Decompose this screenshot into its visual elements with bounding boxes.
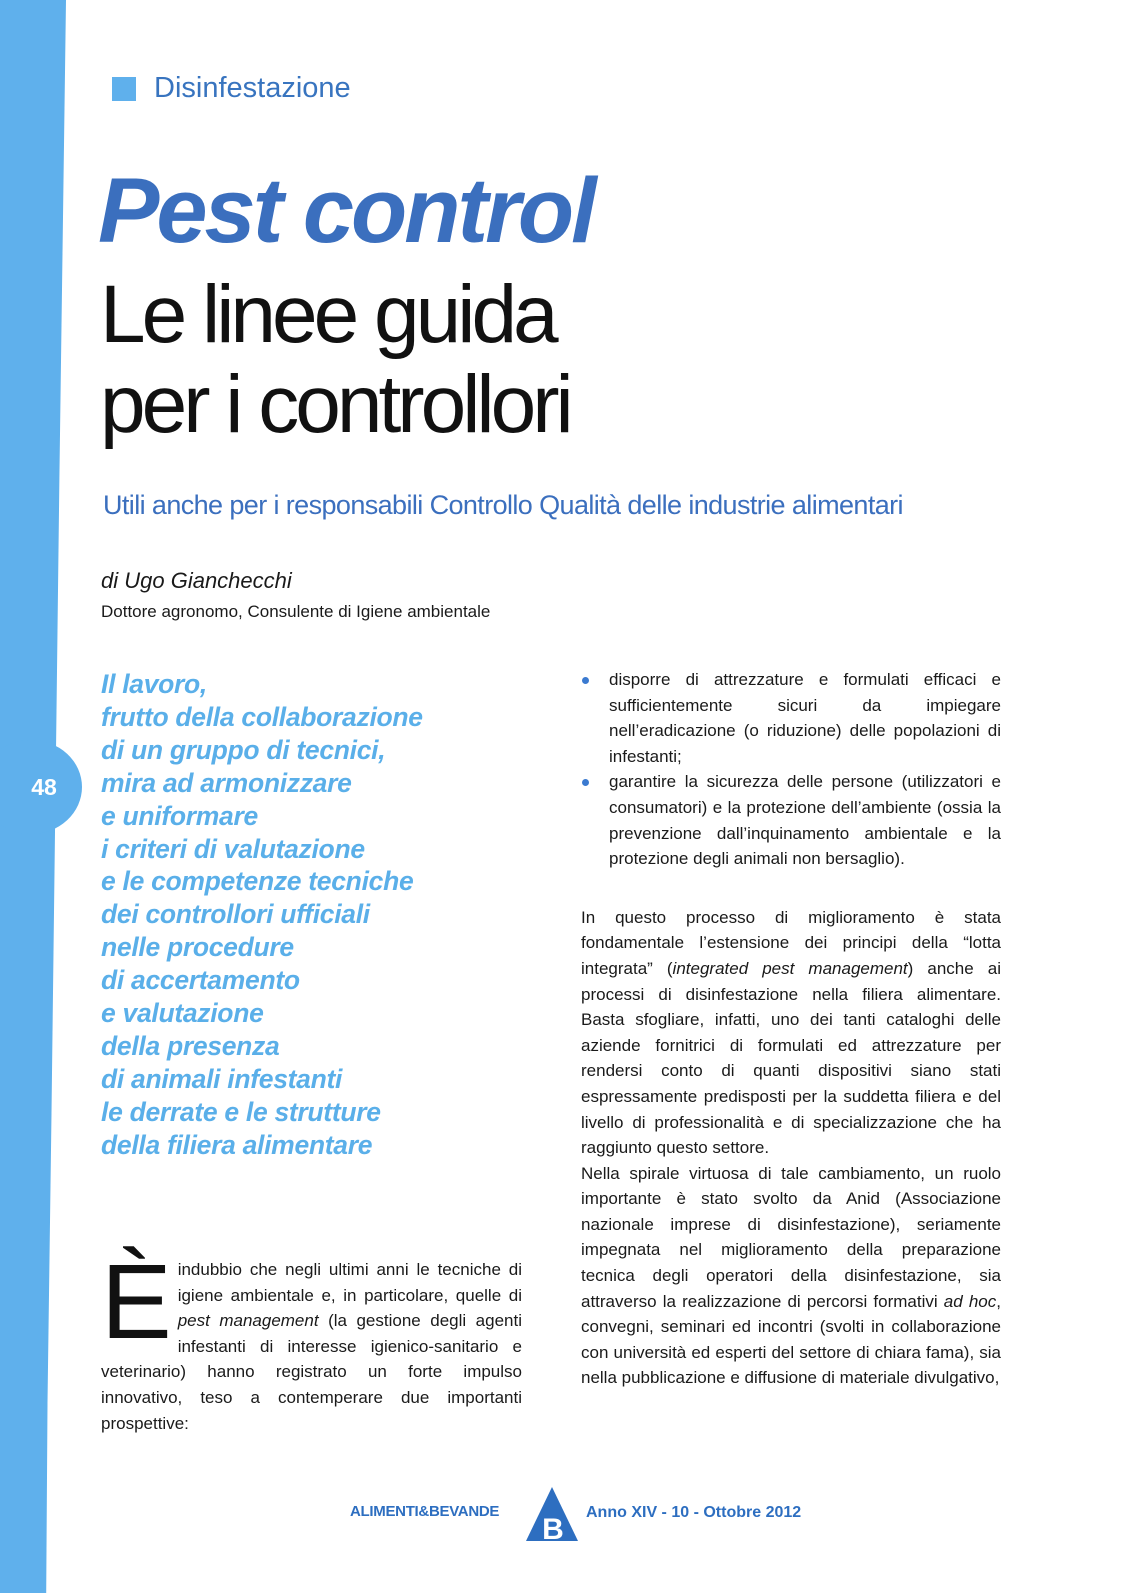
author-name: di Ugo Gianchecchi	[101, 568, 292, 593]
lead-line: le derrate e le strutture	[101, 1096, 381, 1127]
lead-line: di accertamento	[101, 965, 300, 996]
body-text: ) anche ai processi di disinfestazione nella filiera alimentare. Basta sfogliare, infatti, uno dei tanti cataloghi delle aziende fornitrici di formulati ed attrezzature per rendersi conto di quanti dispositivi siano stati espressamente predisposti per la suddetta filiera e del livello di professionalità e di specializzazione che ha raggiunto questo settore.	[581, 958, 1001, 1158]
page-number-badge	[0, 740, 82, 834]
logo-letter: B	[542, 1513, 564, 1545]
lead-line: e uniformare	[101, 800, 258, 831]
lead-line: Il lavoro,	[101, 669, 207, 699]
title-kicker: Pest control	[98, 160, 594, 262]
body-paragraph	[581, 1161, 1001, 1391]
body-emphasis: ad hoc	[943, 1291, 997, 1311]
lead-line: della presenza	[101, 1030, 280, 1061]
lead-quote	[101, 668, 551, 1162]
page-title	[100, 270, 800, 450]
list-item	[581, 769, 1001, 871]
author-affiliation: Dottore agronomo, Consulente di Igiene ambientale	[101, 602, 491, 621]
publication-name: ALIMENTI&BEVANDE	[350, 1503, 500, 1520]
title-line-2: Le linee guida	[100, 269, 555, 360]
body-text: (la gestione degli agenti infestanti di interesse igienico-sanitario e veterinario) hanno registrato un forte impulso innovativo, teso a contemperare due importanti prospettive:	[101, 1311, 522, 1433]
page-footer	[350, 1483, 850, 1545]
lead-line: e valutazione	[101, 998, 264, 1029]
section-label: Disinfestazione	[154, 72, 351, 104]
lead-line: di animali infestanti	[101, 1063, 343, 1094]
body-emphasis: integrated pest management	[672, 958, 908, 978]
body-intro-paragraph	[101, 1243, 522, 1436]
body-text: Nella spirale virtuosa di tale cambiamento, un ruolo importante è stato svolto da Anid (Associazione nazionale imprese di disinfestazione), seriamente impegnata nel miglioramento della preparazione tecnica degli operatori della disinfestazione, sia attraverso la realizzazione di percorsi formativi	[581, 1163, 1001, 1311]
lead-line: mira ad armonizzare	[101, 767, 352, 798]
body-text: , convegni, seminari ed incontri (svolti in collaborazione con università ed esperti del settore di chiara fama), sia nella pubblicazione e diffusione di materiale divulgativo,	[581, 1291, 1001, 1388]
lead-line: i criteri di valutazione	[101, 833, 365, 864]
title-line-3: per i controllori	[100, 359, 570, 450]
lead-line: di un gruppo di tecnici,	[101, 734, 386, 765]
right-column	[581, 667, 1001, 1391]
magazine-logo-icon	[522, 1483, 582, 1545]
lead-line: della filiera alimentare	[101, 1129, 373, 1160]
lead-line: nelle procedure	[101, 932, 294, 963]
bullet-list	[581, 667, 1001, 872]
lead-line: e le competenze tecniche	[101, 866, 414, 897]
subtitle: Utili anche per i responsabili Controllo Qualità delle industrie alimentari	[103, 490, 903, 520]
list-item-text: disporre di attrezzature e formulati efficaci e sufficientemente sicuri da impiegare nell’eradicazione (o riduzione) delle popolazioni di infestanti;	[609, 670, 1001, 766]
section-header	[112, 72, 351, 105]
drop-cap: È	[101, 1243, 172, 1361]
list-item-text: garantire la sicurezza delle persone (utilizzatori e consumatori) e la protezione dell’ambiente (ossia la prevenzione dall’inquinamento ambientale e la protezione degli animali non bersaglio).	[609, 772, 1001, 869]
lead-line: frutto della collaborazione	[101, 701, 423, 732]
page-number: 48	[31, 773, 57, 800]
body-paragraph	[581, 905, 1001, 1161]
lead-line: dei controllori ufficiali	[101, 899, 370, 930]
bullet-icon	[582, 677, 589, 684]
list-item	[581, 667, 1001, 769]
body-text: In questo processo di miglioramento è stata fondamentale l’estensione dei principi della “lotta integrata” (	[581, 907, 1001, 978]
issue-info: Anno XIV - 10 - Ottobre 2012	[586, 1504, 802, 1521]
section-square-icon	[112, 77, 136, 101]
bullet-icon	[582, 779, 589, 786]
body-emphasis: pest management	[177, 1311, 319, 1331]
body-text: indubbio che negli ultimi anni le tecniche di igiene ambientale e, in particolare, quelle di	[177, 1260, 522, 1305]
